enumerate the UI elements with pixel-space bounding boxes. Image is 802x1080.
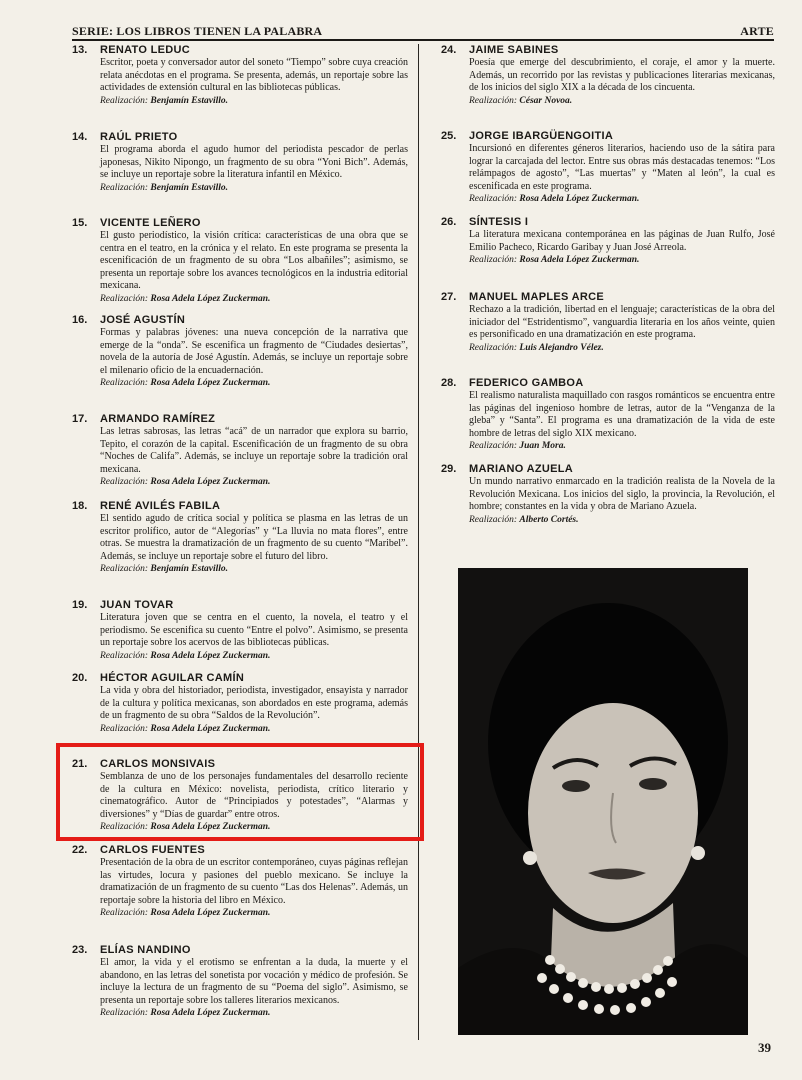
entry-name: VICENTE LEÑERO (100, 217, 201, 229)
entry-number: 23. (72, 944, 88, 956)
credit-label: Realización: (469, 441, 518, 452)
entry-description: Un mundo narrativo enmarcado en la tradición realista de la Novela de la Revolución Mexicana. Los inicios del siglo, la provincia, la Revolución, el hombre; constantes en la vida y obra de Mariano Azuela. (469, 476, 775, 513)
entry-description: El gusto periodístico, la visión crítica: características de una obra que se centra en el teatro, en la crónica y el relato. En este programa se presenta la escenificación de un fragmento de su obra “Los albañiles”; asimismo, se presenta un reportaje sobre los avances tecnológicos en la industria editorial mexicana. (100, 230, 408, 292)
entry-number: 20. (72, 672, 88, 684)
entry-number: 16. (72, 314, 88, 326)
entry-name: FEDERICO GAMBOA (469, 377, 584, 389)
entry-description: Incursionó en diferentes géneros literarios, haciendo uso de la sátira para lograr la carcajada del lector. Entre sus obras más destacadas tenemos: “Los relámpagos de agosto”, “Las muertas” y “Maten al león”, la cual es escenificada en este programa. (469, 143, 775, 192)
credit-label: Realización: (100, 378, 149, 389)
entry-description: Presentación de la obra de un escritor contemporáneo, cuyas páginas reflejan las virtudes, locura y pasiones del pueblo mexicano. Se incluye la dramatización de un fragmento de su cuento “Las dos Helenas”. Además, un reportaje sobre la historia del libro en México. (100, 857, 408, 906)
entry-description: El realismo naturalista maquillado con rasgos románticos se encuentra entre las páginas del ingenioso hombre de letras, autor de la “Venganza de la gleba” y “Santa”. El programa es una dramatización de la vida de este hombre de letras del siglo XIX mexicano. (469, 390, 775, 439)
entry-24 (441, 44, 775, 130)
entry-23 (72, 944, 408, 1019)
entry-number: 24. (441, 44, 457, 56)
entry-description: Semblanza de uno de los personajes fundamentales del desarrollo reciente de la cultura en México: novelista, periodista, crítico literario y cinematográfico. Autor de “Principiados y potestades”, “Alarmas y diversiones” y “Días de guardar” entre otros. (100, 771, 408, 820)
credit-name: César Novoa. (519, 95, 573, 106)
entry-name: CARLOS FUENTES (100, 844, 206, 856)
credit-label: Realización: (100, 564, 149, 575)
header-rule (72, 39, 774, 41)
left-column (72, 44, 408, 1019)
credit-label: Realización: (100, 477, 149, 488)
entry-description: El amor, la vida y el erotismo se enfrentan a la duda, la muerte y el abandono, en las letras del sonetista por vocación y médico de profesión. Se incluye la lectura de un fragmento de su “Poema del siglo”. Asimismo, se presenta un reportaje sobre los talleres literarios mexicanos. (100, 957, 408, 1006)
credit-name: Benjamín Estavillo. (150, 95, 228, 106)
entry-name: HÉCTOR AGUILAR CAMÍN (100, 672, 245, 684)
credit-name: Rosa Adela López Zuckerman. (519, 255, 640, 266)
entry-29 (441, 463, 775, 526)
credit-name: Rosa Adela López Zuckerman. (150, 477, 271, 488)
entry-number: 26. (441, 216, 457, 228)
running-header (72, 24, 774, 40)
entry-22 (72, 844, 408, 944)
credit-name: Benjamín Estavillo. (150, 182, 228, 193)
entry-number: 21. (72, 758, 88, 770)
credit-name: Rosa Adela López Zuckerman. (519, 194, 640, 205)
credit-name: Rosa Adela López Zuckerman. (150, 723, 271, 734)
entry-credit (100, 563, 408, 575)
entry-credit (100, 476, 408, 488)
entry-name: MARIANO AZUELA (469, 463, 574, 475)
entry-number: 27. (441, 291, 457, 303)
entry-name: CARLOS MONSIVAIS (100, 758, 216, 770)
entry-name: SÍNTESIS I (469, 216, 529, 228)
credit-label: Realización: (469, 194, 518, 205)
entry-credit (469, 254, 775, 266)
entry-description: La vida y obra del historiador, periodista, investigador, ensayista y narrador de la cultura y política mexicanas, son abordados en este programa, además de un fragmento de su obra “Saldos de la Revolución”. (100, 685, 408, 722)
credit-label: Realización: (100, 908, 149, 919)
entry-credit (100, 723, 408, 735)
entry-credit (100, 377, 408, 389)
section-label: ARTE (740, 24, 774, 38)
credit-label: Realización: (469, 514, 518, 525)
entry-name: ARMANDO RAMÍREZ (100, 413, 216, 425)
entry-number: 25. (441, 130, 457, 142)
entry-15 (72, 217, 408, 314)
credit-name: Rosa Adela López Zuckerman. (150, 1008, 271, 1019)
credit-label: Realización: (100, 1008, 149, 1019)
entry-19 (72, 599, 408, 672)
entry-credit (469, 514, 775, 526)
entry-number: 18. (72, 500, 88, 512)
highlight-box (56, 743, 424, 841)
entry-name: JUAN TOVAR (100, 599, 174, 611)
credit-name: Benjamín Estavillo. (150, 564, 228, 575)
entry-credit (100, 650, 408, 662)
entry-number: 22. (72, 844, 88, 856)
entry-credit (100, 95, 408, 107)
entry-credit (469, 95, 775, 107)
credit-label: Realización: (100, 723, 149, 734)
entry-name: JAIME SABINES (469, 44, 559, 56)
entry-description: La literatura mexicana contemporánea en las páginas de Juan Rulfo, José Emilio Pacheco, Ricardo Garibay y Juan José Arreola. (469, 229, 775, 253)
entry-number: 14. (72, 131, 88, 143)
credit-name: Rosa Adela López Zuckerman. (150, 293, 271, 304)
credit-label: Realización: (469, 95, 518, 106)
entry-credit (100, 182, 408, 194)
entry-description: Las letras sabrosas, las letras “acá” de un narrador que explora su barrio, Tepito, el corazón de la capital. Escenificación de un fragmento de su obra “Noches de Califa”. Además, se incluye un reportaje sobre la tradición oral mexicana. (100, 426, 408, 475)
entry-credit (469, 440, 775, 452)
entry-25 (441, 130, 775, 216)
entry-name: JORGE IBARGÜENGOITIA (469, 130, 614, 142)
entry-13 (72, 44, 408, 131)
credit-label: Realización: (469, 255, 518, 266)
entry-credit (100, 1007, 408, 1019)
entry-number: 28. (441, 377, 457, 389)
entry-credit (100, 907, 408, 919)
entry-26 (441, 216, 775, 291)
entry-16 (72, 314, 408, 413)
entry-name: RENÉ AVILÉS FABILA (100, 500, 221, 512)
entry-description: Rechazo a la tradición, libertad en el lenguaje; características de la obra del iniciador del “Estridentismo”, vanguardia literaria en los años veinte, quien es personificado en una dramatización en este programa. (469, 304, 775, 341)
column-divider (418, 44, 419, 1040)
entry-description: El programa aborda el agudo humor del periodista pescador de perlas japonesas, Nikito Nipongo, un fragmento de su obra “Yoni Bich”. Además, se incluye un reportaje sobre la literatura infantil en México. (100, 144, 408, 181)
entry-description: Formas y palabras jóvenes: una nueva concepción de la narrativa que emerge de la “onda”. Se escenifica un fragmento de “Ciudades desiertas”, novela de la autoría de José Agustín. Además, se incluye un reportaje sobre el milenario oficio de la encuadernación. (100, 327, 408, 376)
author-portrait-photo (458, 568, 748, 1035)
entry-number: 13. (72, 44, 88, 56)
entry-description: El sentido agudo de crítica social y política se plasma en las letras de un escritor prolífico, autor de “Alegorías” y “La lluvia no mata flores”, entre otras. Se muestra la dramatización de un fragmento de su cuento “Maribel”. Además, se incluye un reportaje sobre el futuro del libro. (100, 513, 408, 562)
entry-number: 17. (72, 413, 88, 425)
right-column (441, 44, 775, 526)
entry-credit (469, 342, 775, 354)
credit-label: Realización: (100, 650, 149, 661)
entry-number: 15. (72, 217, 88, 229)
entry-description: Poesía que emerge del descubrimiento, el coraje, el amor y la muerte. Además, un recorrido por las revistas y publicaciones literarias mexicanas, de los inicios del siglo XIX a la década de los cincuenta. (469, 57, 775, 94)
credit-name: Rosa Adela López Zuckerman. (150, 908, 271, 919)
credit-label: Realización: (469, 342, 518, 353)
credit-label: Realización: (100, 95, 149, 106)
entry-credit (469, 193, 775, 205)
entry-28 (441, 377, 775, 463)
entry-17 (72, 413, 408, 500)
entry-description: Literatura joven que se centra en el cuento, la novela, el teatro y el periodismo. Se escenifica su cuento “Entre el polvo”. Asimismo, se presenta un reportaje sobre los acervos de las bibliotecas públicas. (100, 612, 408, 649)
credit-name: Rosa Adela López Zuckerman. (150, 822, 271, 833)
credit-label: Realización: (100, 293, 149, 304)
credit-name: Alberto Cortés. (519, 514, 579, 525)
entry-name: RENATO LEDUC (100, 44, 190, 56)
entry-name: JOSÉ AGUSTÍN (100, 314, 186, 326)
entry-14 (72, 131, 408, 217)
entry-number: 29. (441, 463, 457, 475)
credit-label: Realización: (100, 182, 149, 193)
series-title: SERIE: LOS LIBROS TIENEN LA PALABRA (72, 24, 323, 38)
credit-name: Rosa Adela López Zuckerman. (150, 650, 271, 661)
entry-name: ELÍAS NANDINO (100, 944, 191, 956)
entry-credit (100, 293, 408, 305)
entry-27 (441, 291, 775, 377)
credit-name: Juan Mora. (519, 441, 566, 452)
page-number: 39 (758, 1040, 771, 1055)
credit-label: Realización: (100, 822, 149, 833)
credit-name: Rosa Adela López Zuckerman. (150, 378, 271, 389)
entry-description: Escritor, poeta y conversador autor del soneto “Tiempo” sobre cuya creación relata anécdotas en el programa. Se presenta, además, un reportaje sobre las actividades de extensión cultural en las bibliotecas públicas. (100, 57, 408, 94)
entry-name: RAÚL PRIETO (100, 131, 178, 143)
credit-name: Luis Alejandro Vélez. (519, 342, 604, 353)
entry-name: MANUEL MAPLES ARCE (469, 291, 604, 303)
entry-18 (72, 500, 408, 599)
entry-number: 19. (72, 599, 88, 611)
